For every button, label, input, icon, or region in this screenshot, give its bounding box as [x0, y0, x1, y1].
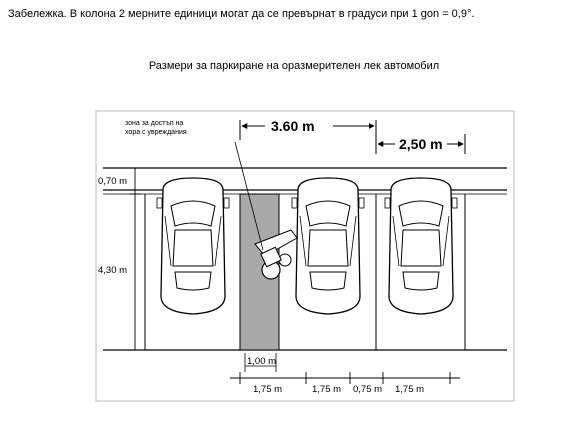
note-text: Забележка. В колона 2 мерните единици могат да се превърнат в градуси при 1 gon = 0,9°. [8, 8, 475, 20]
dim-left-top-label: 0,70 m [98, 176, 128, 187]
car-left [157, 178, 229, 314]
dim-bottom-1-label: 1,75 m [253, 384, 283, 395]
access-zone-label-line1: зона за достъп на [125, 120, 184, 127]
figure-caption: Размери за паркиране на оразмерителен лек автомобил [148, 60, 440, 72]
dim-access-width-label: 1,00 m [247, 356, 277, 367]
car-right [385, 178, 457, 314]
dim-bottom-3-label: 0,75 m [353, 384, 383, 395]
car-middle [292, 178, 364, 314]
dim-bottom-2-label: 1,75 m [312, 384, 342, 395]
dim-left-main-label: 4,30 m [98, 265, 128, 276]
parking-dimensions-diagram [95, 110, 515, 402]
dim-bottom-4-label: 1,75 m [395, 384, 425, 395]
access-zone-label-line2: хора с увреждания [125, 129, 187, 136]
dim-top-narrow-label: 2,50 m [399, 136, 443, 152]
dim-top-wide-label: 3.60 m [271, 118, 315, 134]
